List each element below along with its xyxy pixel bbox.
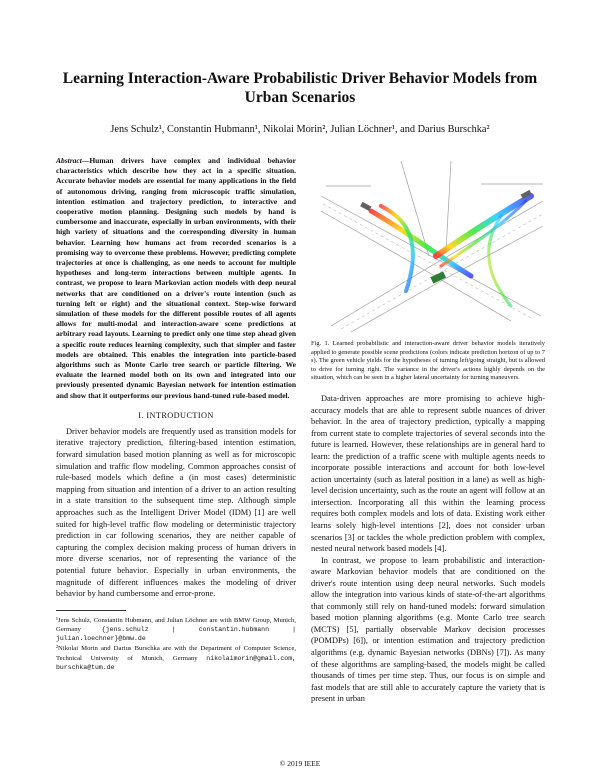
footnote-1 (56, 616, 296, 644)
intersection-prediction-illustration (311, 156, 545, 336)
abstract-text: Human drivers have complex and individual behavior characteristics which describe how they act in a specific situation. Accurate behavior models are essential for many applications in the field of autonomous driving, ranging from microscopic traffic simulation, intention estimation and trajectory prediction, to interactive and cooperative motion planning. Designing such models by hand is cumbersome and inaccurate, especially in urban environments, with their high variety of situations and the corresponding diversity in human behavior. Learning how humans act from recorded scenarios is a promising way to overcome these problems. However, predicting complete trajectories at once is challenging, as one needs to account for multiple hypotheses and long-term interactions between multiple agents. In contrast, we propose to learn Markovian action models with deep neural networks that are conditioned on a driver's route intention (such as turning left or right) and the situational context. Step-wise forward simulation of these models for the different possible routes of all agents allows for multi-modal and interaction-aware scene predictions at arbitrary road layouts. Learning to predict only one time step ahead given a specific route reduces learning complexity, such that simpler and faster models are obtained. This enables the integration into particle-based algorithms such as Monte Carlo tree search or particle filtering. We evaluate the learned model both on its own and integrated into our previously presented dynamic Bayesian network for intention estimation and show that it outperforms our previous hand-tuned rule-based model. (56, 156, 296, 400)
left-column (56, 156, 296, 673)
abstract-lead: Abstract— (56, 156, 90, 165)
right-paragraph-2: In contrast, we propose to learn probabilistic and interaction-aware Markovian behavior models that are conditioned on the driver's route intention using deep neural networks. Such models allow the integration into various kinds of state-of-the-art algorithms that commonly still rely on hand-tuned models: forward simulation based motion planning algorithms (e.g. Monte Carlo tree search (MCTS) [5], partially observable Markov decision processes (POMDPs) [6]), or intention estimation and trajectory prediction algorithms (e.g. dynamic Bayesian networks (DBNs) [7]). As many of these algorithms are sampling-based, the models might be called thousands of times per time step. Thus, our focus is on simple and fast models that are still able to accurately capture the variety that is present in urban (311, 555, 545, 704)
introduction-paragraph: Driver behavior models are frequently used as transition models for iterative trajectory prediction, filtering-based intention estimation, forward simulation based motion planning as well as for microscopic simulation and traffic flow modeling. Common approaches consist of rule-based models which define a (in most cases) deterministic mapping from situation and intention of a driver to an action resulting in a state transition to the subsequent time step. Although simple approaches such as the Intelligent Driver Model (IDM) [1] are well suited for high-level traffic flow modeling or deterministic trajectory prediction in car following scenarios, they are neither capable of capturing the complex decision making process of human drivers in more diverse scenarios, nor of representing the variance of the potential future behavior. Especially in urban environments, the magnitude of different influences makes the modeling of driver behavior by hand cumbersome and error-prone. (56, 426, 296, 599)
predicted-trajectories (371, 196, 531, 306)
figure-caption: Fig. 1. Learned probabilistic and interaction-aware driver behavior models iteratively applied to generate possible scene predictions (colors indicate prediction horizon of up to 7 s). The green vehicle yields for the hypotheses of turning left/going straight, but is allowed to drive for turning right. The variance in the driver's actions highly depends on the situation, which can be seen in a higher lateral uncertainty for turning maneuvers. (311, 340, 545, 382)
abstract (56, 156, 296, 401)
vehicle-left (360, 202, 371, 211)
right-column (311, 156, 545, 705)
author-list: Jens Schulz¹, Constantin Hubmann¹, Nikolai Morin², Julian Löchner¹, and Darius Burschka² (110, 124, 490, 135)
lane-markings (323, 204, 543, 329)
footnote-1-text: ¹Jens Schulz, Constantin Hubmann, and Julian Löchner are with BMW Group, Munich, Germany (56, 616, 296, 633)
footnote-2 (56, 644, 296, 672)
copyright-notice: © 2019 IEEE (279, 759, 321, 768)
footnote-2-text: ²Nikolai Morin and Darius Burschka are with the Department of Computer Science, Technical University of Munich, Germany (56, 645, 296, 662)
figure-1 (311, 156, 545, 336)
footnote-2-email: nikolaimorin@gmail.com, burschka@tum.de (56, 654, 297, 671)
vehicles (360, 190, 532, 284)
footnote-divider (56, 610, 126, 611)
section-heading-introduction: I. INTRODUCTION (138, 410, 214, 420)
right-paragraph-1: Data-driven approaches are more promising to achieve high-accuracy models that are able to represent subtle nuances of driver behavior. In the area of trajectory prediction, typically a mapping from current state to complete trajectories of several seconds into the future is learned. However, these relationships are in general hard to learn: the prediction of a traffic scene with multiple agents needs to incorporate possible interactions and account for both low-level action uncertainty (such as lateral position in a lane) as well as high-level decision uncertainty, such as the route an agent will follow at an intersection. Incorporating all this within the learning process requires both complex models and lots of data. Existing work either learns solely high-level intentions [2], does not consider urban scenarios [3] or tackles the whole prediction problem with complex, nested neural network based models [4]. (311, 393, 545, 554)
footnote-1-email: {jens.schulz | constantin.hubmann | julian.loechner}@bmw.de (56, 625, 296, 643)
paper-title: Learning Interaction-Aware Probabilistic Driver Behavior Models from Urban Scenarios (62, 70, 538, 106)
